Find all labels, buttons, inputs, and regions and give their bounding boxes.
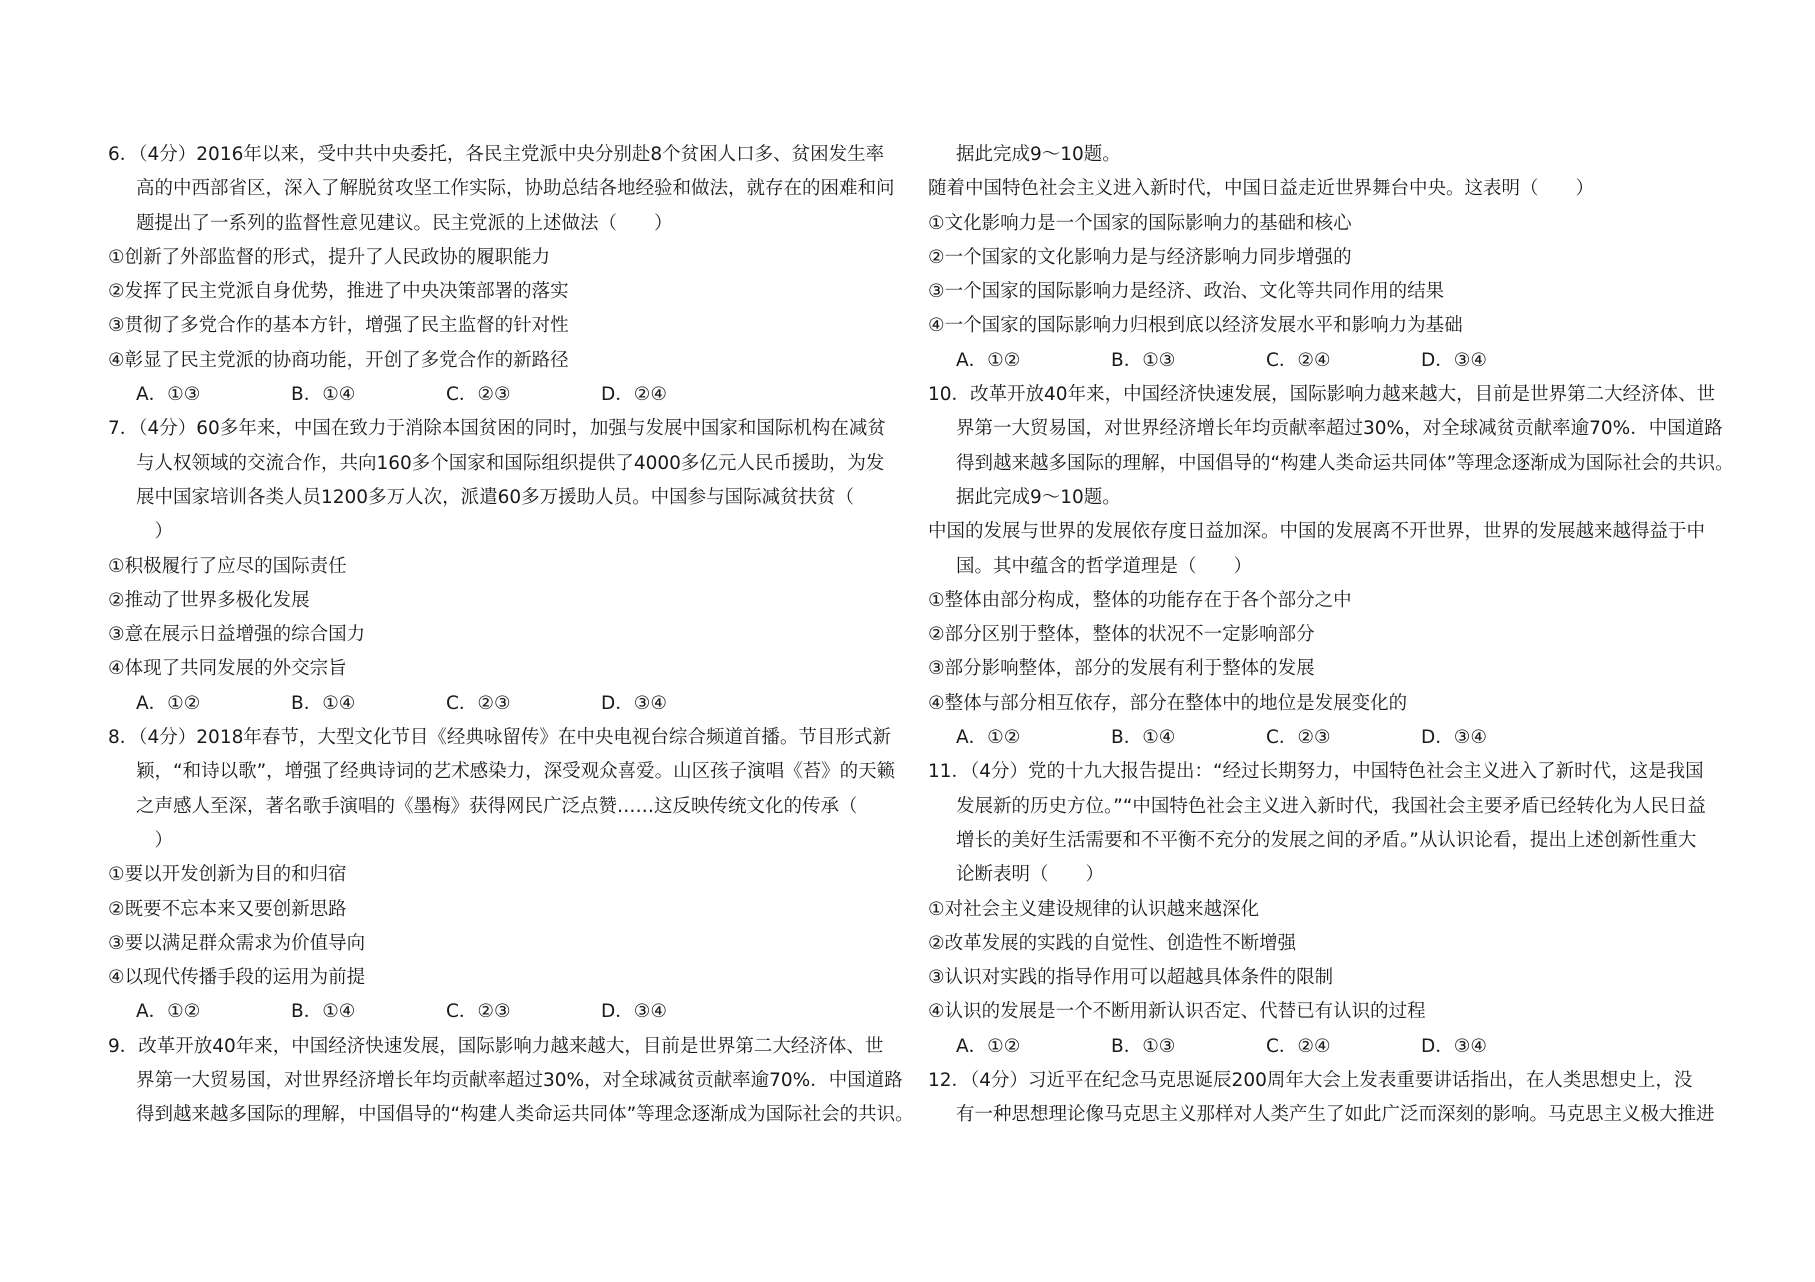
answer-option: A．①②: [956, 349, 1021, 371]
text-line: 7．（4分）60多年来，中国在致力于消除本国贫困的同时，加强与发展中国家和国际机构在减贫: [108, 418, 886, 440]
text-line: ④一个国家的国际影响力归根到底以经济发展水平和影响力为基础: [928, 315, 1463, 337]
text-line: ④体现了共同发展的外交宗旨: [108, 658, 347, 680]
text-line: 界第一大贸易国，对世界经济增长年均贡献率超过30%，对全球减贫贡献率逾70%．中国道路: [956, 418, 1723, 440]
answer-option: C．②④: [1266, 349, 1331, 371]
answer-options: [928, 344, 1733, 378]
text-line: ①要以开发创新为目的和归宿: [108, 864, 347, 886]
text-line: ④以现代传播手段的运用为前提: [108, 967, 366, 989]
text-line: 11．（4分）党的十九大报告提出：“经过长期努力，中国特色社会主义进入了新时代，这是我国: [928, 761, 1704, 783]
answer-option: D．③④: [1421, 727, 1487, 749]
text-line: ①积极履行了应尽的国际责任: [108, 555, 347, 577]
answer-option: B．①④: [291, 384, 356, 406]
text-line: ①整体由部分构成，整体的功能存在于各个部分之中: [928, 589, 1352, 611]
text-line: ④认识的发展是一个不断用新认识否定、代替已有认识的过程: [928, 1001, 1426, 1023]
text-line: 高的中西部省区，深入了解脱贫攻坚工作实际，协助总结各地经验和做法，就存在的困难和问: [136, 178, 895, 200]
left-column: [108, 138, 913, 1133]
right-column: [928, 138, 1733, 1133]
answer-option: A．①②: [956, 727, 1021, 749]
text-line: 中国的发展与世界的发展依存度日益加深。中国的发展离不开世界，世界的发展越来越得益于中: [928, 521, 1706, 543]
text-line: 随着中国特色社会主义进入新时代，中国日益走近世界舞台中央。这表明（ ）: [928, 178, 1595, 200]
answer-option: A．①②: [136, 1001, 201, 1023]
text-line: 与人权领域的交流合作，共向160多个国家和国际组织提供了4000多亿元人民币援助，为发: [136, 452, 885, 474]
text-line: 得到越来越多国际的理解，中国倡导的“构建人类命运共同体”等理念逐渐成为国际社会的共识。: [136, 1104, 914, 1126]
answer-option: C．②③: [446, 384, 511, 406]
answer-options: [108, 687, 913, 721]
text-line: ①对社会主义建设规律的认识越来越深化: [928, 898, 1260, 920]
text-line: 国。其中蕴含的哲学道理是（ ）: [956, 555, 1253, 577]
text-line: ）: [136, 521, 174, 543]
text-line: 发展新的历史方位。”“中国特色社会主义进入新时代，我国社会主要矛盾已经转化为人民日益: [956, 795, 1706, 817]
answer-options: [928, 1030, 1733, 1064]
text-line: 论断表明（ ）: [956, 864, 1105, 886]
answer-options: [108, 378, 913, 412]
answer-option: C．②③: [446, 692, 511, 714]
answer-option: B．①④: [291, 692, 356, 714]
text-line: 展中国家培训各类人员1200多万人次，派遣60多万援助人员。中国参与国际减贫扶贫（: [136, 486, 855, 508]
text-line: ③一个国家的国际影响力是经济、政治、文化等共同作用的结果: [928, 281, 1445, 303]
text-line: ②部分区别于整体，整体的状况不一定影响部分: [928, 624, 1315, 646]
answer-option: B．①③: [1111, 1035, 1176, 1057]
text-line: ②既要不忘本来又要创新思路: [108, 898, 347, 920]
answer-option: A．①②: [956, 1035, 1021, 1057]
answer-option: D．③④: [601, 1001, 667, 1023]
text-line: ②改革发展的实践的自觉性、创造性不断增强: [928, 932, 1297, 954]
text-line: 12．（4分）习近平在纪念马克思诞辰200周年大会上发表重要讲话指出，在人类思想史上，没: [928, 1070, 1693, 1092]
text-line: 据此完成9～10题。: [956, 144, 1121, 165]
text-line: 题提出了一系列的监督性意见建议。民主党派的上述做法（ ）: [136, 212, 673, 234]
text-line: 据此完成9～10题。: [956, 486, 1121, 508]
text-line: 8．（4分）2018年春节，大型文化节目《经典咏留传》在中央电视台综合频道首播。节目形式新: [108, 727, 891, 749]
text-line: 颖，“和诗以歌”，增强了经典诗词的艺术感染力，深受观众喜爱。山区孩子演唱《苔》的天籁: [136, 761, 896, 783]
answer-option: A．①②: [136, 692, 201, 714]
text-line: ③部分影响整体，部分的发展有利于整体的发展: [928, 658, 1315, 680]
text-line: 增长的美好生活需要和不平衡不充分的发展之间的矛盾。”从认识论看，提出上述创新性重大: [956, 829, 1697, 851]
text-line: ③意在展示日益增强的综合国力: [108, 624, 366, 646]
text-line: ③要以满足群众需求为价值导向: [108, 932, 366, 954]
answer-option: B．①③: [1111, 349, 1176, 371]
text-line: ）: [136, 829, 174, 851]
text-line: ④整体与部分相互依存，部分在整体中的地位是发展变化的: [928, 692, 1408, 714]
answer-option: D．③④: [601, 692, 667, 714]
answer-option: B．①④: [1111, 727, 1176, 749]
text-line: 之声感人至深，著名歌手演唱的《墨梅》获得网民广泛点赞……这反映传统文化的传承（: [136, 795, 858, 817]
text-line: 9．改革开放40年来，中国经济快速发展，国际影响力越来越大，目前是世界第二大经济体、世: [108, 1035, 884, 1057]
text-line: ①文化影响力是一个国家的国际影响力的基础和核心: [928, 212, 1352, 234]
answer-option: D．③④: [1421, 349, 1487, 371]
text-line: ③贯彻了多党合作的基本方针，增强了民主监督的针对性: [108, 315, 569, 337]
answer-option: A．①③: [136, 384, 201, 406]
answer-options: [108, 995, 913, 1029]
text-line: ②一个国家的文化影响力是与经济影响力同步增强的: [928, 246, 1352, 268]
answer-option: C．②④: [1266, 1035, 1331, 1057]
text-line: ③认识对实践的指导作用可以超越具体条件的限制: [928, 967, 1334, 989]
answer-options: [928, 721, 1733, 755]
text-line: 10．改革开放40年来，中国经济快速发展，国际影响力越来越大，目前是世界第二大经济体、世: [928, 384, 1716, 406]
text-line: 得到越来越多国际的理解，中国倡导的“构建人类命运共同体”等理念逐渐成为国际社会的共识。: [956, 452, 1734, 474]
answer-option: C．②③: [446, 1001, 511, 1023]
answer-option: B．①④: [291, 1001, 356, 1023]
text-line: ②推动了世界多极化发展: [108, 589, 310, 611]
text-line: ④彰显了民主党派的协商功能，开创了多党合作的新路径: [108, 349, 569, 371]
text-line: 有一种思想理论像马克思主义那样对人类产生了如此广泛而深刻的影响。马克思主义极大推进: [956, 1104, 1715, 1126]
answer-option: D．②④: [601, 384, 667, 406]
text-line: 6．（4分）2016年以来，受中共中央委托，各民主党派中央分别赴8个贫困人口多、贫困发生率: [108, 144, 885, 165]
answer-option: C．②③: [1266, 727, 1331, 749]
text-line: ①创新了外部监督的形式，提升了人民政协的履职能力: [108, 246, 551, 268]
text-line: 界第一大贸易国，对世界经济增长年均贡献率超过30%，对全球减贫贡献率逾70%．中国道路: [136, 1070, 903, 1092]
answer-option: D．③④: [1421, 1035, 1487, 1057]
text-line: ②发挥了民主党派自身优势，推进了中央决策部署的落实: [108, 281, 569, 303]
